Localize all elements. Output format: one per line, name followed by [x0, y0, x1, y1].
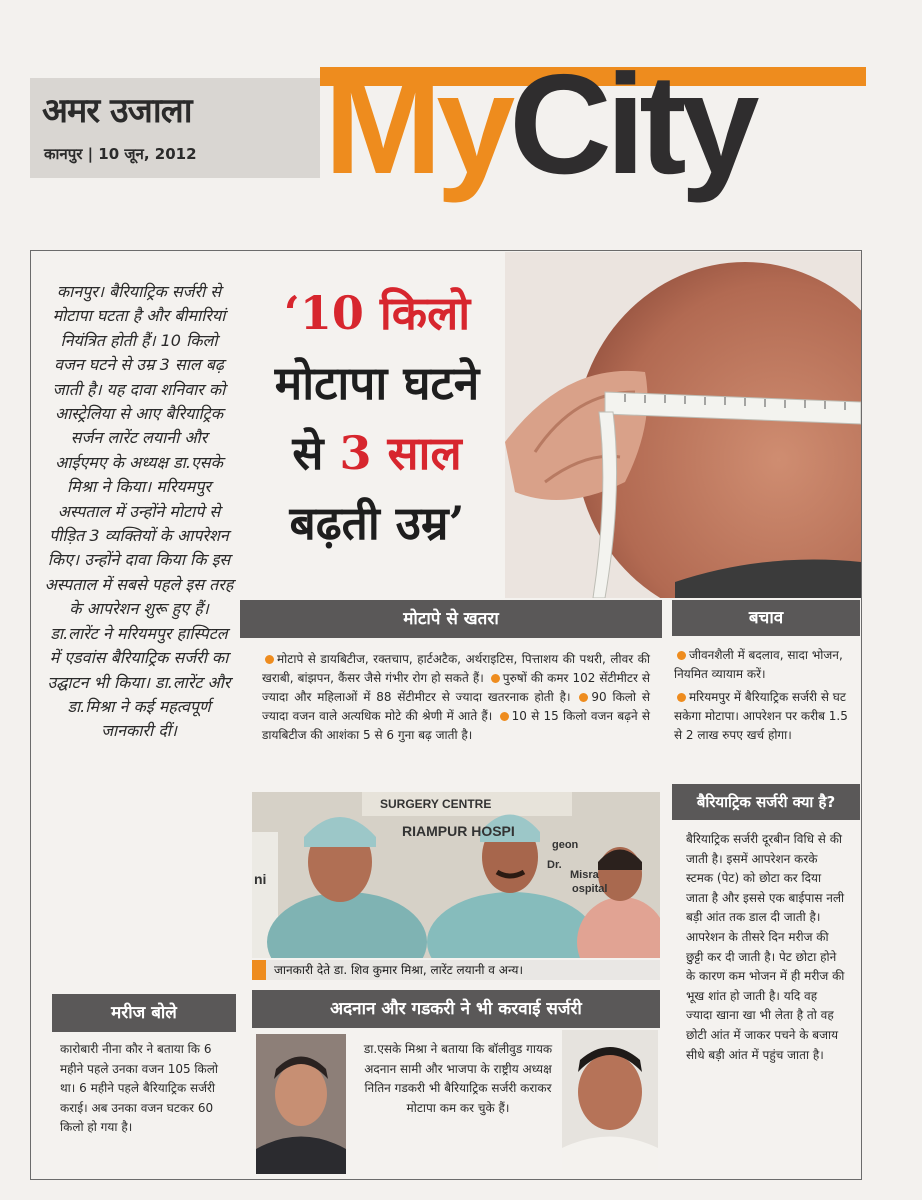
what-is-section-title: बैरियाट्रिक सर्जरी क्या है? — [672, 784, 860, 820]
photo-left-edge-text: ni — [254, 871, 267, 887]
photo-banner-right-1: geon — [552, 839, 579, 851]
headline-line-3 — [242, 418, 512, 488]
headline-line-4: बढ़ती उम्र’ — [289, 496, 465, 550]
nitin-gadkari-illustration — [562, 1030, 658, 1170]
prevention-point-1 — [674, 646, 858, 684]
photo-caption-text: जानकारी देते डा. शिव कुमार मिश्रा, लारेंट लयानी व अन्य। — [274, 963, 524, 977]
danger-point-1: मोटापे से डायबिटीज, रक्तचाप, हार्टअटैक, अर्थराइटिस, पित्ताशय की पथरी, लीवर की खराबी, बांझपन, कैंसर जैसे गंभीर रोग हो सकते हैं। — [262, 652, 650, 685]
prevention-point-2-text: मरियमपुर में बैरियाट्रिक सर्जरी से घट सकेगा मोटापा। आपरेशन पर करीब 1.5 से 2 लाख रुपए खर्च होगा। — [674, 690, 848, 742]
caption-tag — [252, 960, 266, 980]
celebs-section-body: डा.एसके मिश्रा ने बताया कि बॉलीवुड गायक अदनान सामी और भाजपा के राष्ट्रीय अध्यक्ष नितिन गडकरी भी बैरियाट्रिक सर्जरी कराकर मोटापा कम कर चुके हैं। — [363, 1042, 553, 1115]
adnan-sami-photo — [256, 1034, 346, 1174]
photo-banner-right-4: ospital — [572, 883, 608, 895]
bullet-icon — [677, 693, 686, 702]
prevention-point-1-text: जीवनशैली में बदलाव, सादा भोजन, नियमित व्यायाम करें। — [674, 648, 843, 681]
bullet-icon — [579, 693, 588, 702]
dateline: कानपुर | 10 जून, 2012 — [44, 145, 197, 163]
patient-section-title: मरीज बोले — [52, 994, 236, 1032]
prevention-point-2 — [674, 688, 858, 745]
photo-banner-text-2: RIAMPUR HOSPI — [402, 823, 515, 839]
headline-open-quote: ‘ — [283, 286, 300, 340]
headline-line-1 — [242, 278, 512, 348]
mycity-logo — [324, 45, 754, 204]
mycity-logo-city: City — [509, 45, 754, 204]
prevention-section-body — [674, 646, 858, 745]
prevention-section-title: बचाव — [672, 600, 860, 636]
mycity-logo-my: My — [324, 45, 510, 204]
celebs-section-title: अदनान और गडकरी ने भी करवाई सर्जरी — [252, 990, 660, 1028]
danger-point-2: पुरुषों की कमर 102 सेंटीमीटर से ज्यादा और महिलाओं में 88 सेंटीमीटर से ज्यादा खतरनाक होती है। — [262, 671, 650, 704]
what-is-section-body: बैरियाट्रिक सर्जरी दूरबीन विधि से की जाती है। इसमें आपरेशन करके स्टमक (पेट) को छोटा कर दिया जाता है और इससे एक बाईपास नली बड़ी आंत तक डाल दी जाती है। आपरेशन के तीसरे दिन मरीज की छुट्टी कर दी जाती है। पेट छोटा होने के कारण कम भोजन में ही मरीज की भूख शांत हो जाती है। यदि वह ज्यादा खाना खा भी लेता है तो वह छोटी आंत में जाकर पचने के बजाय सीधे बड़ी आंत में पहुंच जाता है। — [686, 832, 845, 1062]
photo-banner-text-1: SURGERY CENTRE — [380, 797, 492, 811]
bullet-icon — [500, 712, 509, 721]
photo-caption — [252, 960, 660, 980]
headline-black-text: से — [292, 426, 324, 480]
photo-banner-right-2: Dr. — [547, 859, 562, 871]
bullet-icon — [265, 655, 274, 664]
doctors-group-illustration — [252, 792, 660, 958]
danger-point-3: 90 किलो से ज्यादा वजन वाले अत्यधिक मोटे की श्रेणी में आते हैं। — [262, 690, 650, 723]
newspaper-name: अमर उजाला — [42, 91, 192, 131]
bullet-icon — [677, 651, 686, 660]
bullet-icon — [491, 674, 500, 683]
belly-measure-photo — [505, 252, 861, 598]
lead-paragraph: कानपुर। बैरियाट्रिक सर्जरी से मोटापा घटता है और बीमारियां नियंत्रित होती हैं। 10 किलो वजन घटने से उम्र 3 साल बढ़ जाती है। यह दावा शनिवार को आस्ट्रेलिया से आए बैरियाट्रिक सर्जन लारेंट लयानी और आईएमए के अध्यक्ष डा.एसके मिश्रा ने किया। मरियमपुर अस्पताल में उन्होंने मोटापे से पीड़ित 3 व्यक्तियों के आपरेशन किए। उन्होंने दावा किया कि इस अस्पताल में सबसे पहले इस तरह के आपरेशन शुरू हुए हैं। डा.लारेंट ने मरियमपुर हास्पिटल में एडवांस बैरियाट्रिक सर्जरी का उद्घाटन भी किया। डा.लारेंट और डा.मिश्रा ने कई महत्वपूर्ण जानकारी दीं। — [44, 282, 234, 741]
headline-line-2: मोटापा घटने — [274, 356, 480, 410]
main-headline — [242, 278, 512, 558]
photo-banner-right-3: Misra — [570, 869, 599, 881]
doctors-group-photo — [252, 792, 660, 958]
adnan-sami-illustration — [256, 1034, 346, 1174]
danger-section-title: मोटापे से खतरा — [240, 600, 662, 638]
patient-section-body: कारोबारी नीना कौर ने बताया कि 6 महीने पहले उनका वजन 105 किलो था। 6 महीने पहले बैरियाट्रिक सर्जरी कराई। अब उनका वजन घटकर 60 किलो हो गया है। — [60, 1042, 218, 1135]
headline-red-text-1: 10 किलो — [299, 286, 471, 340]
belly-measure-illustration — [505, 252, 861, 598]
nitin-gadkari-photo — [562, 1030, 658, 1170]
danger-section-body — [262, 650, 650, 745]
headline-red-text-2: 3 साल — [339, 426, 462, 480]
danger-point-4: 10 से 15 किलो वजन बढ़ने से डायबिटीज की आशंका 5 से 6 गुना बढ़ जाती है। — [262, 709, 650, 742]
